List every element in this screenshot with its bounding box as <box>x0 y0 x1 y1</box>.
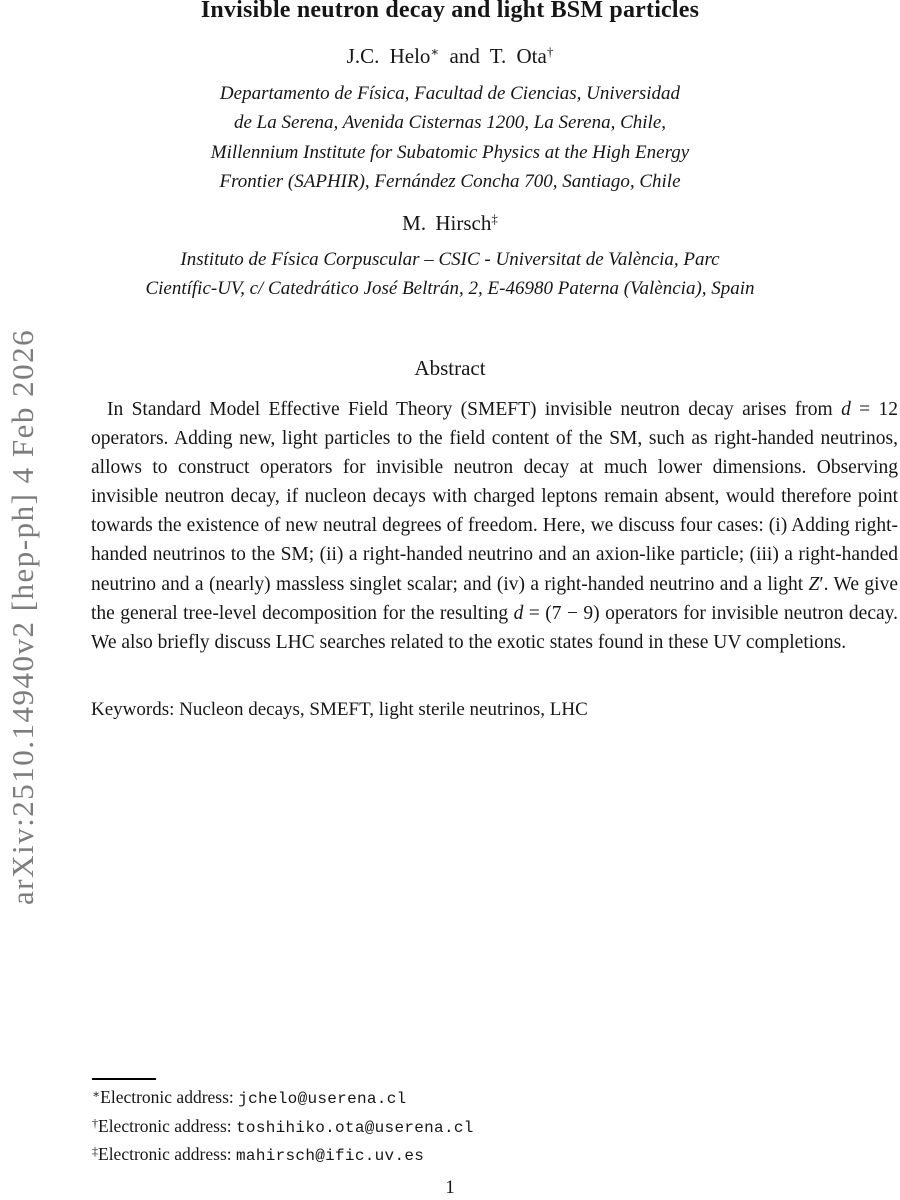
footnote-marker: † <box>92 1115 98 1130</box>
math-symbol-d: d <box>513 602 524 624</box>
footnote-item <box>92 1083 852 1112</box>
abstract-text <box>91 395 898 657</box>
footnote-divider <box>92 1078 156 1080</box>
affiliation-line: Departamento de Física, Facultad de Ciencias, Universidad <box>219 83 681 104</box>
abstract-segment: In Standard Model Effective Field Theory (SMEFT) invisible neutron decay arises from <box>107 399 842 420</box>
footnote-email: toshihiko.ota@userena.cl <box>236 1118 474 1137</box>
abstract-segment: = 12 operators. Adding new, light particles to the field content of the SM, such as right-handed neutrinos, allows to construct operators for invisible neutron decay at much lower dimensions. Observing invisible neutron decay, if nucleon decays with charged leptons remain absent, would therefore point towards the existence of new neutral degrees of freedom. Here, we discuss four cases: (i) Adding right-handed neutrinos to the SM; (ii) a right-handed neutrino and an axion-like particle; (iii) a right-handed neutrino and a (nearly) massless singlet scalar; and (iv) a right-handed neutrino and a light <box>91 399 898 595</box>
authors-line <box>0 44 900 69</box>
footnote-marker: ‡ <box>92 1144 98 1159</box>
affiliation-line: de La Serena, Avenida Cisternas 1200, La Serena, Chile, <box>233 112 667 134</box>
footnote-label: Electronic address: <box>98 1144 237 1165</box>
affiliation-line: Millennium Institute for Subatomic Physics at the High Energy <box>210 141 690 163</box>
authors-separator: and <box>439 44 490 68</box>
footnote-label: Electronic address: <box>100 1087 239 1107</box>
footnote-email: mahirsch@ific.uv.es <box>236 1147 425 1166</box>
author-footnote-marker-2: † <box>546 44 554 59</box>
abstract-segment: ′. We give the general tree-level decomposition for the resulting <box>91 573 898 624</box>
affiliation-block-2 <box>0 245 900 304</box>
abstract-heading: Abstract <box>414 356 486 380</box>
affiliation-block-1 <box>0 79 900 197</box>
math-symbol-zprime: Z <box>808 573 820 595</box>
footnote-label: Electronic address: <box>98 1115 237 1136</box>
author-footnote-marker-3: ‡ <box>491 211 498 226</box>
footnote-item <box>92 1112 852 1141</box>
affiliation-line: Instituto de Física Corpuscular – CSIC - Universitat de València, Parc <box>180 249 720 270</box>
author-name-2: T. Ota <box>489 44 547 68</box>
author-name-1: J.C. Helo <box>346 44 431 68</box>
author-name-3: M. Hirsch <box>402 211 492 235</box>
affiliation-line: Frontier (SAPHIR), Fernández Concha 700, Santiago, Chile <box>219 171 681 193</box>
author-footnote-marker-1: ∗ <box>430 44 440 59</box>
footnote-email: jchelo@userena.cl <box>238 1090 407 1108</box>
footnote-item <box>92 1140 852 1169</box>
keywords-line: Keywords: Nucleon decays, SMEFT, light sterile neutrinos, LHC <box>91 699 588 720</box>
math-symbol-d: d <box>841 399 851 420</box>
abstract-segment: = (7 − 9) operators for invisible neutron decay. We also briefly discuss LHC searches related to the exotic states found in these UV completions. <box>91 602 899 653</box>
page-number: 1 <box>445 1177 455 1198</box>
affiliation-line: Científic-UV, c/ Catedrático José Beltrán, 2, E-46980 Paterna (València), Spain <box>145 278 755 300</box>
footnote-marker: ∗ <box>92 1087 101 1101</box>
footnotes-block <box>92 1083 852 1169</box>
author-line-2 <box>0 211 900 236</box>
paper-title: Invisible neutron decay and light BSM particles <box>200 0 700 23</box>
arxiv-watermark: arXiv:2510.14940v2 [hep-ph] 4 Feb 2026 <box>5 328 40 905</box>
